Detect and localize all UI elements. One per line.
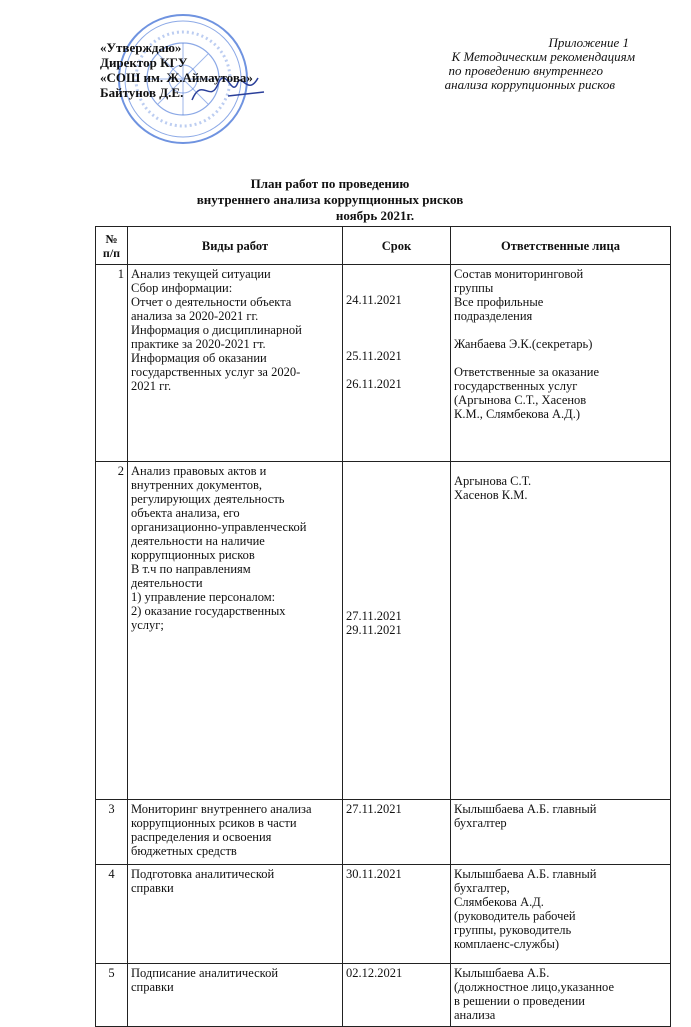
work-line: распределения и освоения [131,830,272,844]
row-number: 5 [96,964,128,1027]
approval-line: Директор КГУ [100,55,188,70]
work-line: Отчет о деятельности объекта [131,295,292,309]
responsible-line: государственных услуг [454,379,578,393]
work-line: услуг; [131,618,164,632]
responsible-cell [451,800,671,865]
term-date: 30.11.2021 [346,867,402,881]
responsible-cell [451,265,671,462]
responsible-line: комплаенс-службы) [454,937,560,951]
work-line: 2021 гг. [131,379,172,393]
table-header-row [96,227,671,265]
title-line: План работ по проведению [250,176,410,191]
work-cell [128,865,343,964]
work-line: практике за 2020-2021 гт. [131,337,266,351]
responsible-line: Кылышбаева А.Б. [454,966,550,980]
work-line: Анализ текущей ситуации [131,267,271,281]
header-num [96,227,128,265]
work-line: Подписание аналитической [131,966,279,980]
work-line: государственных услуг за 2020- [131,365,301,379]
work-cell [128,800,343,865]
approval-block [100,40,253,100]
responsible-cell [451,462,671,800]
appendix-line: К Методическим рекомендациям [451,49,635,64]
term-date: 24.11.2021 [346,293,402,307]
work-cell [128,265,343,462]
responsible-line: бухгалтер [454,816,507,830]
table-row [96,265,671,462]
responsible-line: (Аргынова С.Т., Хасенов [454,393,587,407]
table-row [96,865,671,964]
term-date [346,335,447,349]
responsible-line: анализа [454,1008,496,1022]
work-line: внутренних документов, [131,478,263,492]
header-num-line: № [105,231,118,246]
term-cell [343,462,451,800]
responsible-line: подразделения [454,309,533,323]
term-date: 02.12.2021 [346,966,403,980]
term-cell [343,865,451,964]
work-line: 2) оказание государственных [131,604,286,618]
work-cell [128,964,343,1027]
table-row [96,462,671,800]
work-cell [128,462,343,800]
table-row [96,800,671,865]
table-row [96,964,671,1027]
term-cell [343,800,451,865]
responsible-cell [451,865,671,964]
row-number: 3 [96,800,128,865]
responsible-line: Слямбекова А.Д. [454,895,544,909]
work-line: Информация о дисциплинарной [131,323,302,337]
work-line: Подготовка аналитической [131,867,275,881]
work-line: анализа за 2020-2021 гг. [131,309,259,323]
appendix-line: Приложение 1 [548,35,629,50]
responsible-line: группы, руководитель [454,923,572,937]
appendix-line: анализа коррупционных рисков [444,77,615,92]
work-line: Сбор информации: [131,281,233,295]
plan-title [140,176,520,224]
responsible-line: Жанбаева Э.К.(секретарь) [454,337,593,351]
approval-line: Байтунов Д.Е. [100,85,184,100]
responsible-line: Кылышбаева А.Б. главный [454,802,597,816]
approval-line: «СОШ им. Ж.Аймаутова» [100,70,253,85]
work-line: бюджетных средств [131,844,237,858]
row-number: 4 [96,865,128,964]
work-line: 1) управление персоналом: [131,590,276,604]
plan-table [95,226,671,1027]
responsible-cell [451,964,671,1027]
work-line: справки [131,980,174,994]
work-line: деятельности [131,576,203,590]
row-number: 2 [96,462,128,800]
responsible-line: (должностное лицо,указанное [454,980,614,994]
term-date: 26.11.2021 [346,377,402,391]
responsible-line [454,323,667,337]
header-num-line: п/п [102,245,121,260]
term-date: 27.11.2021 [346,802,402,816]
work-line: коррупционных рсиков в части [131,816,297,830]
term-cell [343,964,451,1027]
work-line: деятельности на наличие [131,534,265,548]
term-cell [343,265,451,462]
work-line: Анализ правовых актов и [131,464,267,478]
term-date: 29.11.2021 [346,623,402,637]
work-line: В т.ч по направлениям [131,562,251,576]
term-date [346,321,447,335]
work-line: Мониторинг внутреннего анализа [131,802,312,816]
responsible-line: (руководитель рабочей [454,909,576,923]
term-date: 27.11.2021 [346,609,402,623]
responsible-line: Кылышбаева А.Б. главный [454,867,597,881]
work-line: организационно-управленческой [131,520,307,534]
responsible-line: группы [454,281,494,295]
responsible-line: Все профильные [454,295,544,309]
responsible-line: Аргынова С.Т. [454,474,532,488]
work-line: коррупционных рисков [131,548,255,562]
responsible-line: Состав мониторинговой [454,267,584,281]
term-date: 25.11.2021 [346,349,402,363]
work-line: объекта анализа, его [131,506,240,520]
header-work: Виды работ [128,227,343,265]
title-line: ноябрь 2021г. [335,208,415,223]
responsible-line: бухгалтер, [454,881,510,895]
responsible-line: Ответственные за оказание [454,365,600,379]
term-date [346,307,447,321]
appendix-note [445,36,635,92]
responsible-line: Хасенов К.М. [454,488,528,502]
row-number: 1 [96,265,128,462]
work-line: Информация об оказании [131,351,267,365]
responsible-line: в решении о проведении [454,994,585,1008]
title-line: внутреннего анализа коррупционных рисков [196,192,464,207]
term-date [346,363,447,377]
approval-line: «Утверждаю» [100,40,182,55]
appendix-line: по проведению внутреннего [448,63,603,78]
work-line: регулирующих деятельность [131,492,285,506]
responsible-line: К.М., Слямбекова А.Д.) [454,407,580,421]
header-term: Срок [343,227,451,265]
work-line: справки [131,881,174,895]
responsible-line [454,351,667,365]
header-resp: Ответственные лица [451,227,671,265]
